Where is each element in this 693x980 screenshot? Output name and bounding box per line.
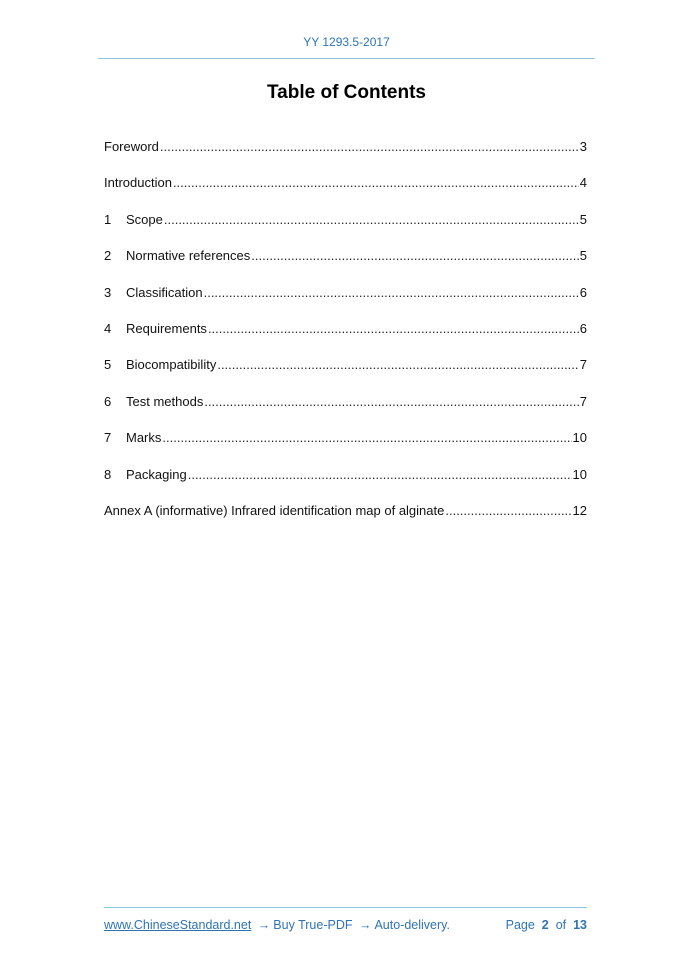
toc-entry[interactable] [104, 466, 587, 502]
toc-entry-number: 2 [104, 248, 112, 264]
toc-entry-label: Requirements [126, 320, 207, 336]
toc-entry-number: 1 [104, 211, 112, 227]
toc-leader-dots [164, 211, 579, 229]
arrow-right-icon: → [358, 918, 372, 932]
toc-entry-page: 4 [579, 175, 587, 191]
toc-entry-label: Classification [126, 284, 203, 300]
page-indicator [506, 918, 587, 932]
toc-entry[interactable] [104, 429, 587, 465]
toc-entry-page: 7 [579, 357, 587, 373]
toc-entry-page: 5 [579, 248, 587, 264]
toc-entry-label: Introduction [104, 175, 172, 191]
delivery-text: Auto-delivery. [374, 918, 450, 932]
page-of: of [555, 918, 567, 932]
toc-entry-page: 12 [572, 502, 587, 518]
toc-entry-page: 6 [579, 284, 587, 300]
toc-entry-label: Packaging [126, 466, 187, 482]
page-current: 2 [541, 918, 549, 932]
toc-entry-page: 6 [579, 320, 587, 336]
page-total: 13 [573, 918, 587, 932]
page-label: Page [505, 918, 535, 932]
toc-entry[interactable] [104, 247, 587, 283]
toc-entry-label: Normative references [126, 248, 251, 264]
toc-entry-page: 7 [579, 393, 587, 409]
toc-entry-number: 6 [104, 393, 112, 409]
toc-entry-number: 7 [104, 430, 112, 446]
header-divider [98, 58, 595, 59]
toc-entry-number: 4 [104, 320, 112, 336]
toc-entry[interactable] [104, 138, 587, 174]
table-of-contents [104, 138, 587, 538]
website-link[interactable]: www.ChineseStandard.net [104, 918, 252, 932]
toc-entry-page: 3 [579, 139, 587, 154]
toc-entry[interactable] [104, 211, 587, 247]
toc-leader-dots [160, 138, 579, 156]
toc-entry-label: Test methods [126, 393, 204, 409]
toc-entry-label: Scope [126, 211, 163, 227]
toc-leader-dots [445, 502, 571, 520]
toc-entry-number: 5 [104, 357, 112, 373]
toc-leader-dots [208, 320, 579, 338]
toc-entry-number: 8 [104, 466, 112, 482]
toc-leader-dots [217, 356, 578, 374]
footer-divider [104, 907, 587, 908]
toc-entry-label: Marks [126, 430, 162, 446]
toc-entry-label: Foreword [104, 139, 159, 154]
page-footer [104, 918, 587, 932]
toc-entry-page: 10 [572, 466, 587, 482]
toc-entry[interactable] [104, 502, 587, 538]
toc-entry-page: 5 [579, 211, 587, 227]
header-standard-code: YY 1293.5-2017 [303, 35, 390, 49]
toc-entry-number: 3 [104, 284, 112, 300]
toc-leader-dots [251, 247, 578, 265]
toc-entry[interactable] [104, 393, 587, 429]
toc-entry-label: Annex A (informative) Infrared identification map of alginate [104, 502, 445, 518]
toc-leader-dots [188, 466, 572, 484]
arrow-right-icon: → [257, 918, 271, 932]
toc-leader-dots [204, 393, 578, 411]
buy-text: Buy True-PDF [273, 918, 353, 932]
toc-entry-label: Biocompatibility [126, 357, 217, 373]
footer-promo [104, 918, 450, 932]
toc-leader-dots [204, 284, 579, 302]
toc-entry[interactable] [104, 174, 587, 210]
toc-leader-dots [173, 174, 579, 192]
page-title: Table of Contents [266, 82, 427, 103]
toc-leader-dots [162, 429, 571, 447]
toc-entry-page: 10 [572, 430, 587, 446]
toc-entry[interactable] [104, 320, 587, 356]
toc-entry[interactable] [104, 284, 587, 320]
toc-entry[interactable] [104, 356, 587, 392]
